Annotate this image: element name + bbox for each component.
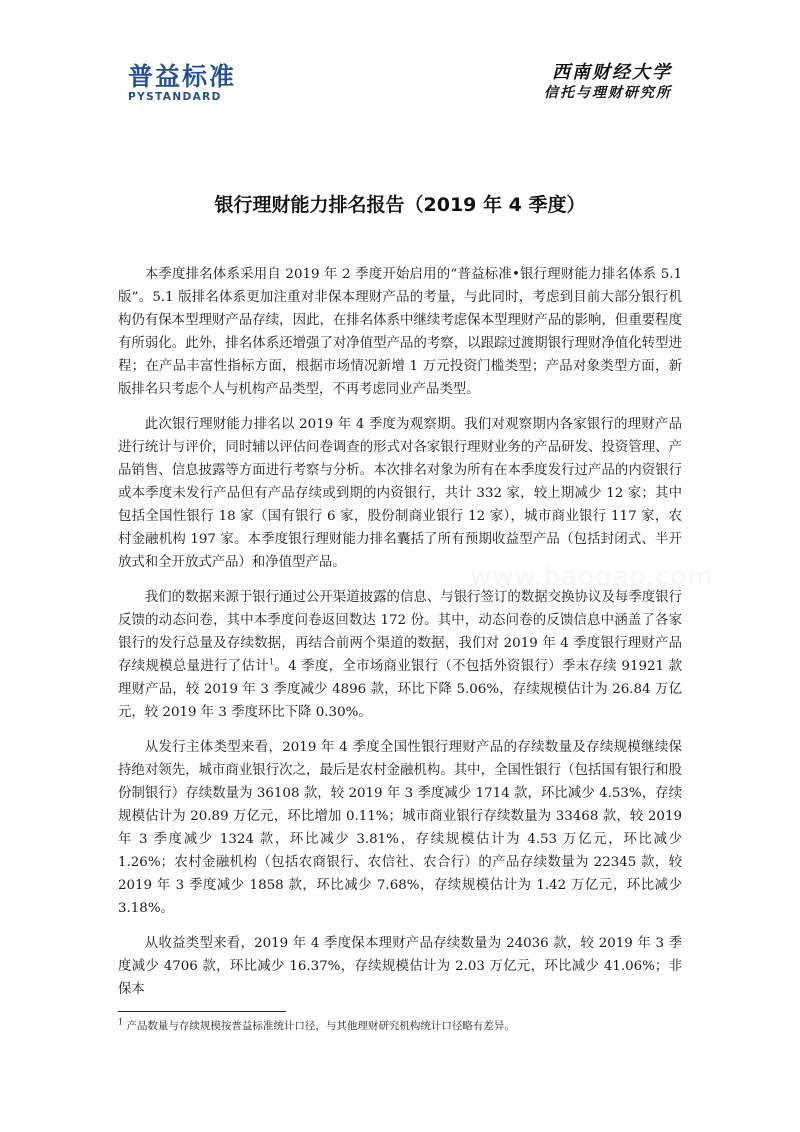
paragraph-3-text: 我们的数据来源于银行通过公开渠道披露的信息、与银行签订的数据交换协议及每季度银行反馈的动态问卷，其中本季度问卷返回数达 172 份。其中，动态问卷的反馈信息中涵盖了各家银行的发行总量及存续数据，再结合前两个渠道的数据，我们对 2019 年 4 季度银行理财产品存续规模总量进行了估计	[118, 590, 682, 674]
page-header	[0, 58, 800, 108]
footnote-mark: 1	[118, 1017, 124, 1027]
logo-cn-text: 普益标准	[128, 62, 237, 91]
report-title: 银行理财能力排名报告（2019 年 4 季度）	[214, 194, 586, 216]
paragraph-4: 从发行主体类型来看，2019 年 4 季度全国性银行理财产品的存续数量及存续规模继续保持绝对领先，城市商业银行次之，最后是农村金融机构。其中，全国性银行（包括国有银行和股份制银行）存续数量为 36108 款，较 2019 年 3 季度减少 1714 款，环比减少 4.53%，存续规模估计为 20.89 万亿元，环比增加 0.11%；城市商业银行存续数量为 33468 款，较 2019 年 3 季度减少 1324 款，环比减少 3.81%，存续规模估计为 4.53 万亿元，环比减少 1.26%；农村金融机构（包括农商银行、农信社、农合行）的产品存续数量为 22345 款，较 2019 年 3 季度减少 1858 款，环比减少 7.68%，存续规模估计为 1.42 万亿元，环比减少 3.18%。	[118, 740, 682, 916]
paragraph-3-continued: 。4 季度，全市场商业银行（不包括外资银行）季末存续 91921 款理财产品，较 2019 年 3 季度减少 4896 款，环比下降 5.06%，存续规模估计为 26.84 万亿元，较 2019 年 3 季度环比下降 0.30%。	[118, 659, 682, 720]
swufe-logo	[544, 62, 672, 102]
university-name: 西南财经大学	[552, 62, 672, 83]
paragraph-3	[118, 586, 682, 724]
logo-en-text: PYSTANDARD	[128, 91, 222, 103]
footnote-ref[interactable]: 1	[268, 657, 275, 667]
paragraph-5: 从收益类型来看，2019 年 4 季度保本理财产品存续数量为 24036 款，较 2019 年 3 季度减少 4706 款，环比减少 16.37%，存续规模估计为 2.03 万亿元，环比减少 41.06%；非保本	[118, 936, 682, 997]
watermark	[470, 562, 714, 592]
report-body	[118, 263, 682, 1013]
paragraph-2: 此次银行理财能力排名以 2019 年 4 季度为观察期。我们对观察期内各家银行的理财产品进行统计与评价，同时辅以评估问卷调查的形式对各家银行理财业务的产品研发、投资管理、产品销售、信息披露等方面进行考察与分析。本次排名对象为所有在本季度发行过产品的内资银行或本季度未发行产品但有产品存续或到期的内资银行，共计 332 家，较上期减少 12 家；其中包括全国性银行 18 家（国有银行 6 家，股份制商业银行 12 家），城市商业银行 117 家，农村金融机构 197 家。本季度银行理财能力排名囊括了所有预期收益型产品（包括封闭式、半开放式和全开放式产品）和净值型产品。	[118, 417, 682, 570]
footnote-text: 产品数量与存续规模按普益标准统计口径，与其他理财研究机构统计口径略有差异。	[126, 1020, 515, 1032]
footnote-divider	[118, 1011, 286, 1012]
paragraph-1: 本季度排名体系采用自 2019 年 2 季度开始启用的“普益标准•银行理财能力排名体系 5.1 版”。5.1 版排名体系更加注重对非保本理财产品的考量，与此同时，考虑到目前大部分银行机构仍有保本型理财产品存续，因此，在排名体系中继续考虑保本型理财产品的影响，但重要程度有所弱化。此外，排名体系还增强了对净值型产品的考察，以跟踪过渡期银行理财净值化转型进程；在产品丰富性指标方面，根据市场情况新增 1 万元投资门槛类型；产品对象类型方面，新版排名只考虑个人与机构产品类型，不再考虑同业产品类型。	[118, 267, 682, 397]
pystandard-logo	[128, 64, 236, 104]
institute-name: 信托与理财研究所	[544, 85, 672, 101]
footnote	[118, 1019, 682, 1033]
